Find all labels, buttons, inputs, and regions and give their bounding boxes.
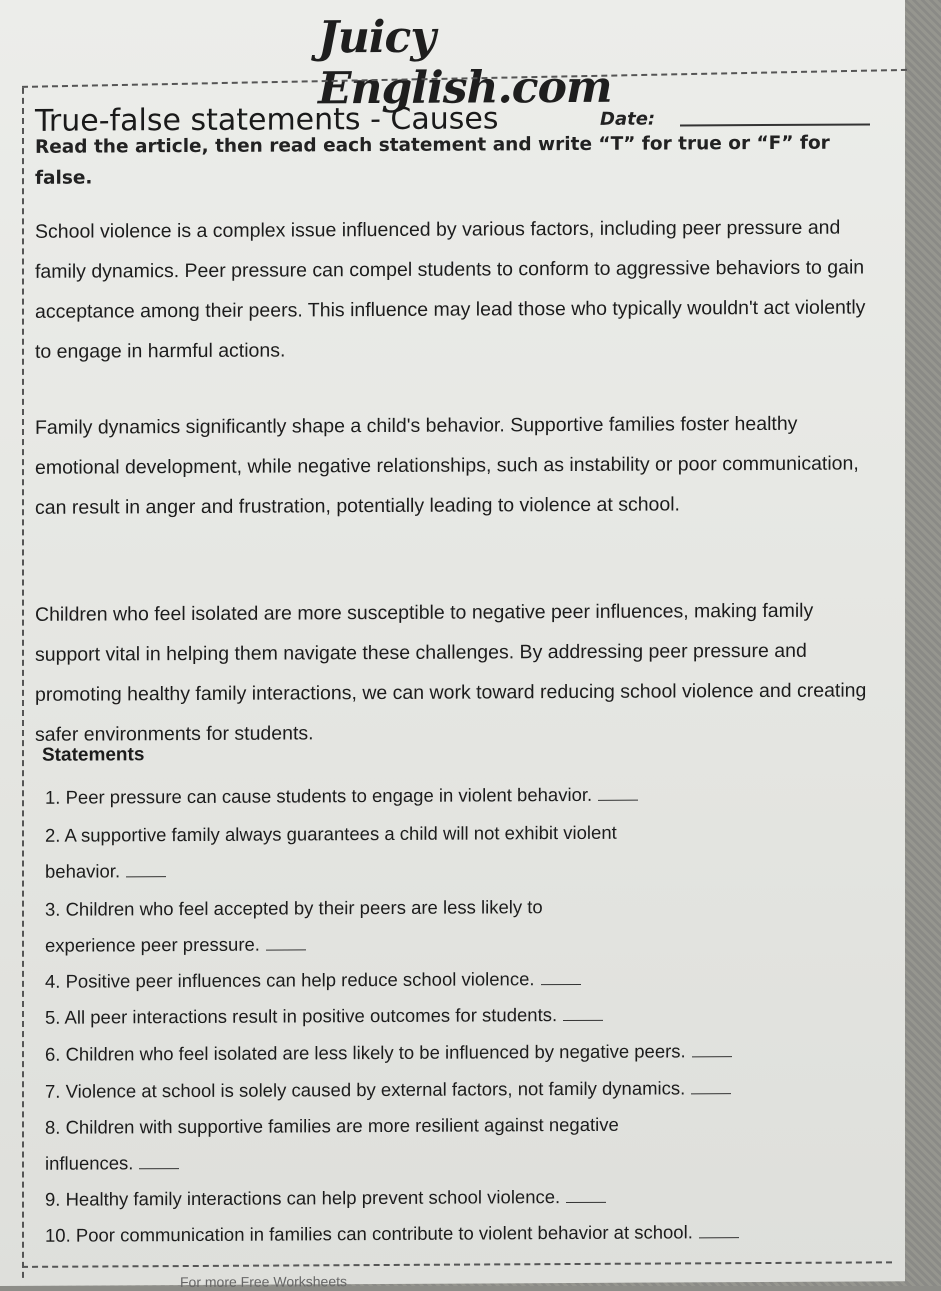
statement-item [45,1032,895,1072]
worksheet-title: True-false statements - Causes [35,101,499,139]
statements-heading: Statements [42,744,145,766]
footer-text: For more Free Worksheets [180,1273,348,1291]
article-paragraph: Children who feel isolated are more susceptible to negative peer influences, making family support vital in helping them navigate these challenges. By addressing peer pressure and promoting healthy family interactions, we can work toward reducing school violence and creating safer environments for students. [35,599,867,746]
statement-item [45,1069,895,1109]
statement-text: 7. Violence at school is solely caused by external factors, not family dynamics. [45,1077,686,1102]
statement-text: 3. Children who feel accepted by their peers are less likely to experience peer pressure. [45,896,543,956]
answer-blank[interactable] [566,1192,606,1203]
statement-text: 8. Children with supportive families are more resilient against negative influences. [45,1113,619,1174]
answer-blank[interactable] [139,1158,179,1169]
statement-item [45,1213,895,1253]
statement-item [45,776,845,816]
statement-text: 1. Peer pressure can cause students to engage in violent behavior. [45,783,593,808]
brand-logo: Juicy English.com [318,11,612,115]
cut-line-bottom [22,1261,892,1268]
statement-item [45,889,635,964]
date-blank[interactable] [680,123,870,126]
statement-item [45,960,845,1000]
statement-text: 4. Positive peer influences can help reduce school violence. [45,968,535,992]
answer-blank[interactable] [699,1227,739,1238]
article-paragraph: Family dynamics significantly shape a child's behavior. Supportive families foster healthy emotional development, while negative relationships, such as instability or poor communication, can result in anger and frustration, potentially leading to violence at school. [35,412,859,519]
answer-blank[interactable] [126,866,166,877]
statement-text: 9. Healthy family interactions can help prevent school violence. [45,1186,561,1210]
answer-blank[interactable] [691,1083,731,1094]
statement-text: 5. All peer interactions result in positive outcomes for students. [45,1004,558,1028]
answer-blank[interactable] [541,974,581,985]
statement-item [45,1178,845,1218]
instructions: Read the article, then read each statement and write “T” for true or “F” for false. [35,132,830,189]
statement-item [45,815,645,890]
answer-blank[interactable] [598,790,638,801]
statement-text: 6. Children who feel isolated are less likely to be influenced by negative peers. [45,1040,686,1065]
statement-item [45,1107,645,1182]
article-paragraph: School violence is a complex issue influenced by various factors, including peer pressure and family dynamics. Peer pressure can compel students to conform to aggressive behaviors to gain acceptance among their peers. This influence may lead those who typically wouldn't act violently to engage in harmful actions. [35,216,866,363]
cut-line-left [22,88,24,1278]
date-label: Date: [600,108,656,130]
statement-text: 10. Poor communication in families can contribute to violent behavior at school. [45,1221,693,1246]
statement-item [45,996,845,1036]
answer-blank[interactable] [692,1046,732,1057]
statement-text: 2. A supportive family always guarantees a child will not exhibit violent behavior. [45,821,617,882]
answer-blank[interactable] [563,1010,603,1021]
answer-blank[interactable] [266,939,306,950]
